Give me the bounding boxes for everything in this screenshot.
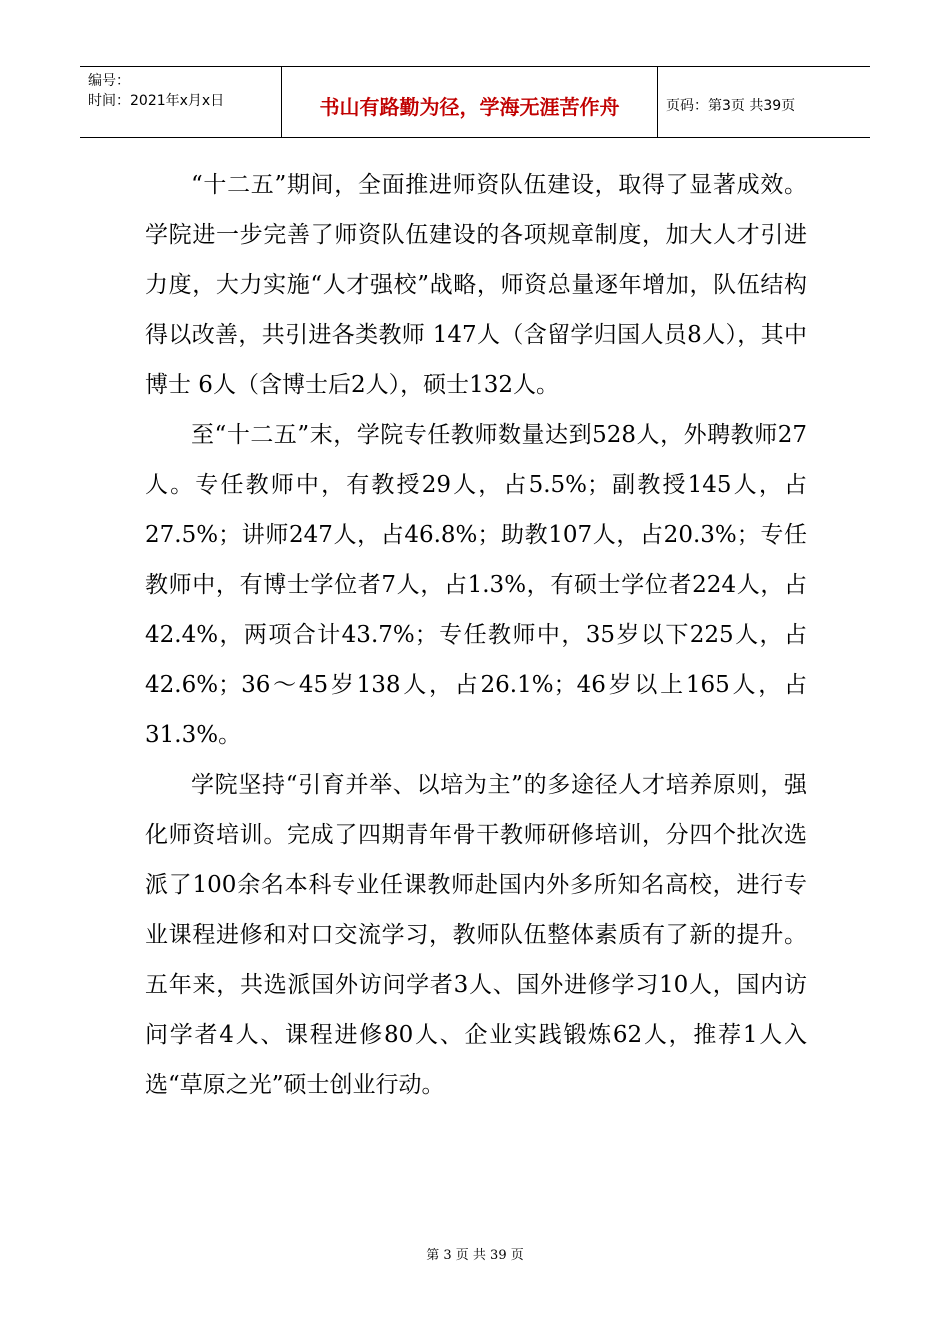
number-label: 编号： — [88, 73, 130, 89]
document-body — [145, 160, 807, 1110]
page-footer: 第 3 页 共 39 页 — [426, 1248, 524, 1263]
header-page-label: 页码：第3页 共39页 — [666, 98, 796, 114]
paragraph: 学院坚持“引育并举、以培为主”的多途径人才培养原则，强化师资培训。完成了四期青年骨干教师研修培训，分四个批次选派了100余名本科专业任课教师赴国内外多所知名高校，进行专业课程进修和对口交流学习，教师队伍整体素质有了新的提升。五年来，共选派国外访问学者3人、国外进修学习10人，国内访问学者4人、课程进修80人、企业实践锻炼62人，推荐1人入选“草原之光”硕士创业行动。 — [145, 772, 807, 1098]
header-motto: 书山有路勤为径，学海无涯苦作舟 — [282, 67, 658, 137]
paragraph: 至“十二五”末，学院专任教师数量达到528人，外聘教师27人。专任教师中，有教授29人，占5.5%；副教授145人，占27.5%；讲师247人，占46.8%；助教107人，占20.3%；专任教师中，有博士学位者7人，占1.3%，有硕士学位者224人，占42.4%，两项合计43.7%；专任教师中，35岁以下225人，占42.6%；36～45岁138人，占26.1%；46岁以上165人，占31.3%。 — [145, 422, 807, 748]
date-label: 时间：2021年x月x日 — [88, 93, 225, 109]
header-meta — [80, 67, 282, 137]
page-header — [80, 66, 870, 138]
paragraph: “十二五”期间，全面推进师资队伍建设，取得了显著成效。学院进一步完善了师资队伍建设的各项规章制度，加大人才引进力度，大力实施“人才强校”战略，师资总量逐年增加，队伍结构得以改善，共引进各类教师 147人（含留学归国人员8人），其中博士 6人（含博士后2人），硕士132人。 — [145, 172, 807, 398]
